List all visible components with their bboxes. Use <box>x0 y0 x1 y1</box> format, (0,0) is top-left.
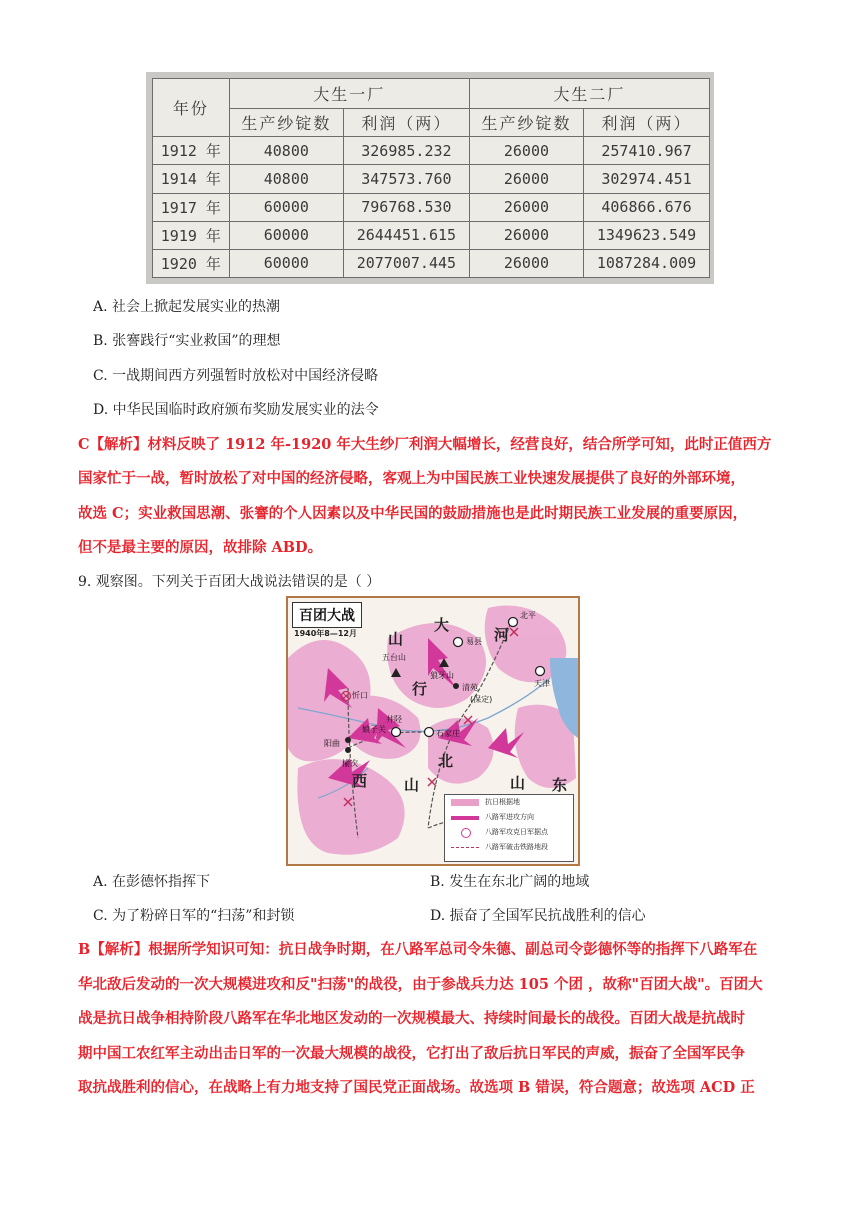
analysis-line: 国家忙于一战，暂时放松了对中国的经济侵略，客观上为中国民族工业快速发展提供了良好的外部环境， <box>78 470 745 487</box>
city-beiping: 北平 <box>520 611 536 620</box>
analysis-line: 取抗战胜利的信心，在战略上有力地支持了国民党正面战场。故选项 B 错误，符合题意；故选项 ACD 正 <box>78 1079 755 1096</box>
table-row <box>153 221 710 249</box>
table-row <box>153 249 710 277</box>
cell-spindles: 60000 <box>229 193 343 221</box>
analysis-line: 华北敌后发动的一次大规模进攻和反"扫荡"的战役，由于参战兵力达 105 个团 ，故称"百团大战"。百团大 <box>78 976 763 993</box>
profit-table-photo <box>146 72 714 284</box>
spindles-header: 生产纱锭数 <box>229 109 343 137</box>
city-yuci: 榆次 <box>342 759 358 768</box>
profit-table <box>152 78 710 278</box>
cell-year: 1917 年 <box>153 193 230 221</box>
cell-profit: 796768.530 <box>343 193 469 221</box>
place-langyashan: 狼牙山 <box>430 671 454 680</box>
region-label: 河 <box>494 626 510 644</box>
cell-spindles: 40800 <box>229 137 343 165</box>
cell-spindles: 26000 <box>469 137 583 165</box>
year-header: 年份 <box>153 79 230 137</box>
option-c: C. 一战期间西方列强暂时放松对中国经济侵略 <box>93 368 379 384</box>
option-b: B. 张謇践行“实业救国”的理想 <box>93 333 281 349</box>
cell-spindles: 60000 <box>229 221 343 249</box>
table-row <box>153 193 710 221</box>
hundred-regiments-map <box>286 596 580 866</box>
option-c: C. 为了粉碎日军的“扫荡”和封锁 <box>93 908 295 924</box>
city-shijiazhuang: 石家庄 <box>436 729 460 738</box>
cell-profit: 302974.451 <box>584 165 710 193</box>
region-label: 行 <box>412 680 428 698</box>
table-row <box>153 165 710 193</box>
analysis-line: 战是抗日战争相持阶段八路军在华北地区发动的一次规模最大、持续时间最长的战役。百团大战是抗战时 <box>78 1010 745 1027</box>
city-baoding: (保定) <box>470 695 493 704</box>
cell-spindles: 60000 <box>229 249 343 277</box>
cell-profit: 406866.676 <box>584 193 710 221</box>
cell-year: 1914 年 <box>153 165 230 193</box>
profit-header: 利润（两） <box>343 109 469 137</box>
cell-profit: 2077007.445 <box>343 249 469 277</box>
legend-item: 抗日根据地 <box>445 795 573 810</box>
map-legend <box>444 794 574 862</box>
option-a: A. 在彭德怀指挥下 <box>93 874 211 890</box>
cell-profit: 1349623.549 <box>584 221 710 249</box>
region-label: 西 <box>352 772 368 790</box>
region-label: 北 <box>438 752 454 770</box>
city-yixian: 易县 <box>466 637 482 646</box>
cell-spindles: 26000 <box>469 221 583 249</box>
city-yangqu: 阳曲 <box>324 739 340 748</box>
question-9: 9. 观察图。下列关于百团大战说法错误的是（ ） <box>78 574 381 590</box>
map-title: 百团大战 <box>292 602 362 628</box>
cell-spindles: 26000 <box>469 165 583 193</box>
region-label: 大 <box>434 616 450 634</box>
city-xinkou: 忻口 <box>352 691 368 700</box>
factory2-header: 大生二厂 <box>469 79 709 109</box>
cell-year: 1912 年 <box>153 137 230 165</box>
option-d: D. 中华民国临时政府颁布奖励发展实业的法令 <box>93 402 379 418</box>
place-niangziguan: 娘子关 <box>362 725 386 734</box>
cell-year: 1920 年 <box>153 249 230 277</box>
cell-profit: 1087284.009 <box>584 249 710 277</box>
analysis-line: B【解析】根据所学知识可知：抗日战争时期，在八路军总司令朱德、副总司令彭德怀等的指挥下八路军在 <box>78 941 758 958</box>
option-a: A. 社会上掀起发展实业的热潮 <box>93 299 281 315</box>
city-jingxing: 井陉 <box>386 715 402 724</box>
map-date: 1940年8—12月 <box>294 629 357 638</box>
option-b: B. 发生在东北广阔的地域 <box>430 874 590 890</box>
place-wutaishan: 五台山 <box>382 653 406 662</box>
cell-profit: 2644451.615 <box>343 221 469 249</box>
cell-profit: 326985.232 <box>343 137 469 165</box>
profit-header: 利润（两） <box>584 109 710 137</box>
legend-item: 八路军破击铁路地段 <box>445 840 573 855</box>
cell-year: 1919 年 <box>153 221 230 249</box>
analysis-line: 但不是最主要的原因，故排除 ABD。 <box>78 539 323 556</box>
region-label: 山 <box>404 776 420 794</box>
cell-spindles: 26000 <box>469 249 583 277</box>
cell-spindles: 40800 <box>229 165 343 193</box>
option-d: D. 振奋了全国军民抗战胜利的信心 <box>430 908 646 924</box>
analysis-line: 期中国工农红军主动出击日军的一次最大规模的战役，它打出了敌后抗日军民的声威，振奋了全国军民争 <box>78 1045 745 1062</box>
city-qingyuan: 清苑 <box>462 683 478 692</box>
analysis-line: 故选 C；实业救国思潮、张謇的个人因素以及中华民国的鼓励措施也是此时期民族工业发展的重要原因， <box>78 505 748 522</box>
region-label: 山 <box>510 774 526 792</box>
legend-item: 八路军攻克日军据点 <box>445 825 573 840</box>
analysis-line: C【解析】材料反映了 1912 年-1920 年大生纱厂利润大幅增长，经营良好，结合所学可知，此时正值西方 <box>78 436 772 453</box>
cell-profit: 257410.967 <box>584 137 710 165</box>
region-label: 山 <box>388 630 404 648</box>
cell-profit: 347573.760 <box>343 165 469 193</box>
region-label: 东 <box>552 776 568 794</box>
cell-spindles: 26000 <box>469 193 583 221</box>
table-row <box>153 137 710 165</box>
spindles-header: 生产纱锭数 <box>469 109 583 137</box>
city-tianjin: 天津 <box>534 679 550 688</box>
factory1-header: 大生一厂 <box>229 79 469 109</box>
legend-item: 八路军进攻方向 <box>445 810 573 825</box>
